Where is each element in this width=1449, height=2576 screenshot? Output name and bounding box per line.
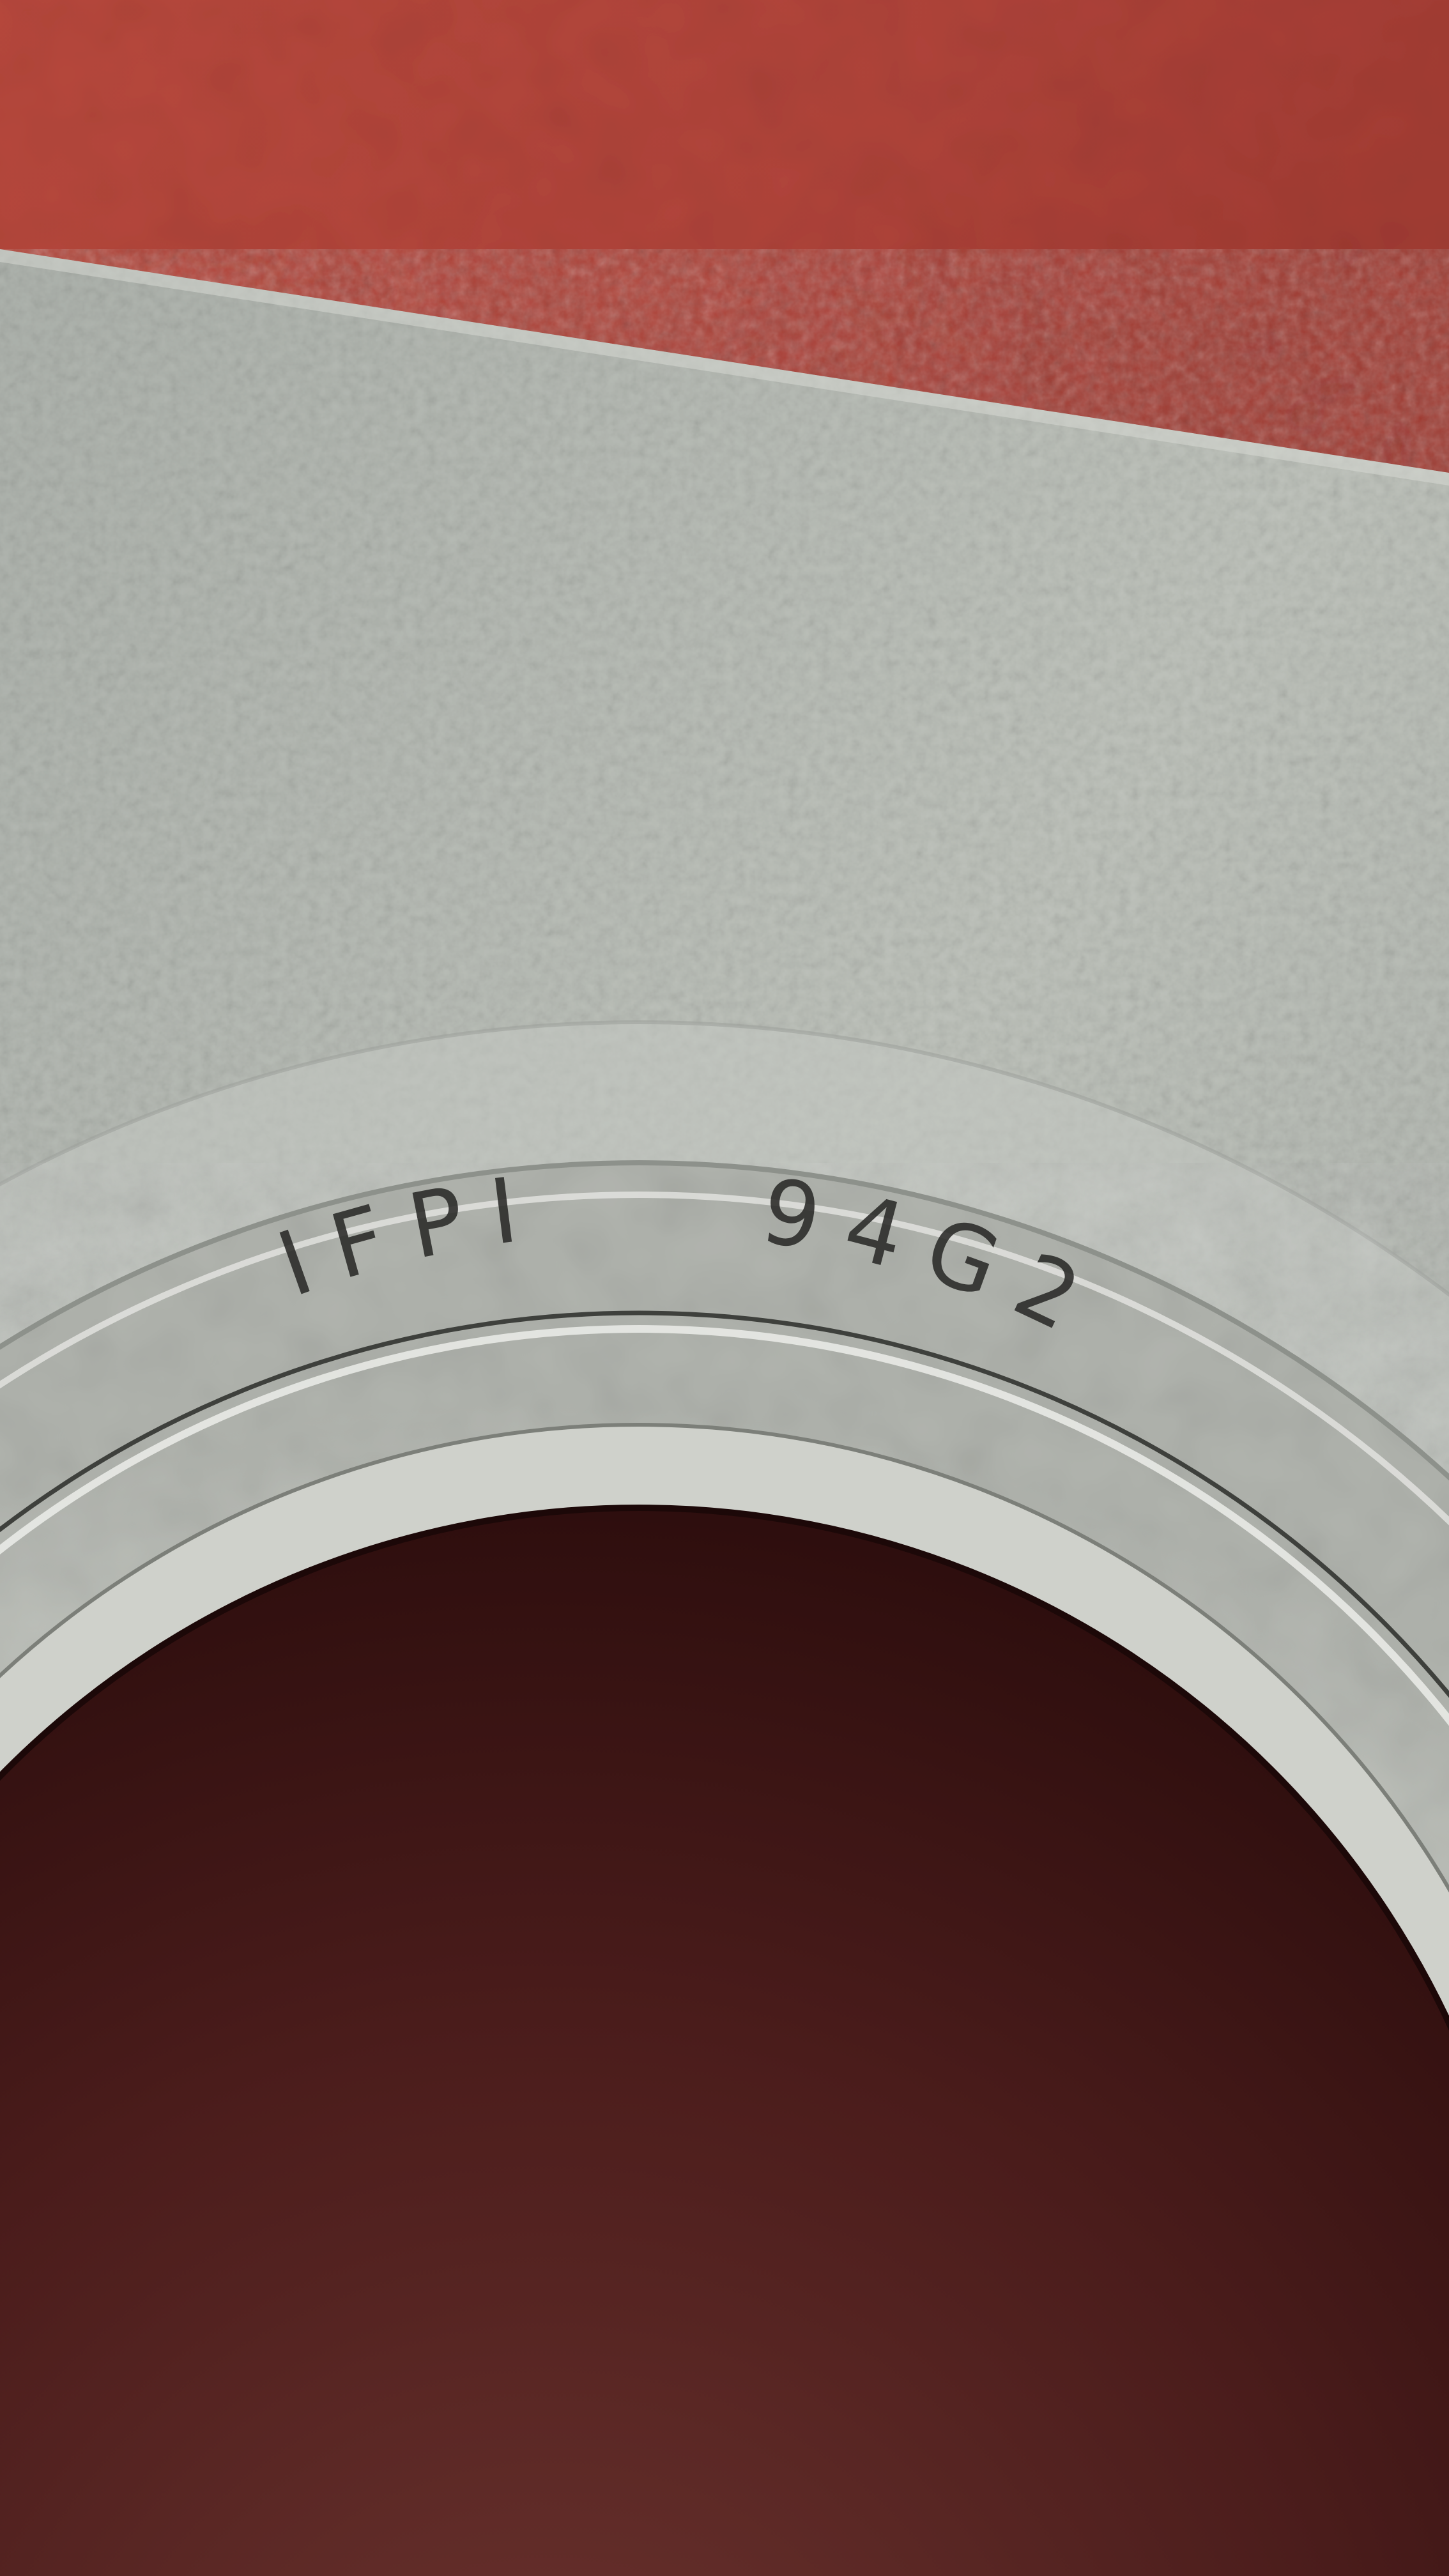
code-segment-1: IFPI <box>265 1155 549 1318</box>
code-segment-2: 94G2 <box>754 1159 1119 1363</box>
